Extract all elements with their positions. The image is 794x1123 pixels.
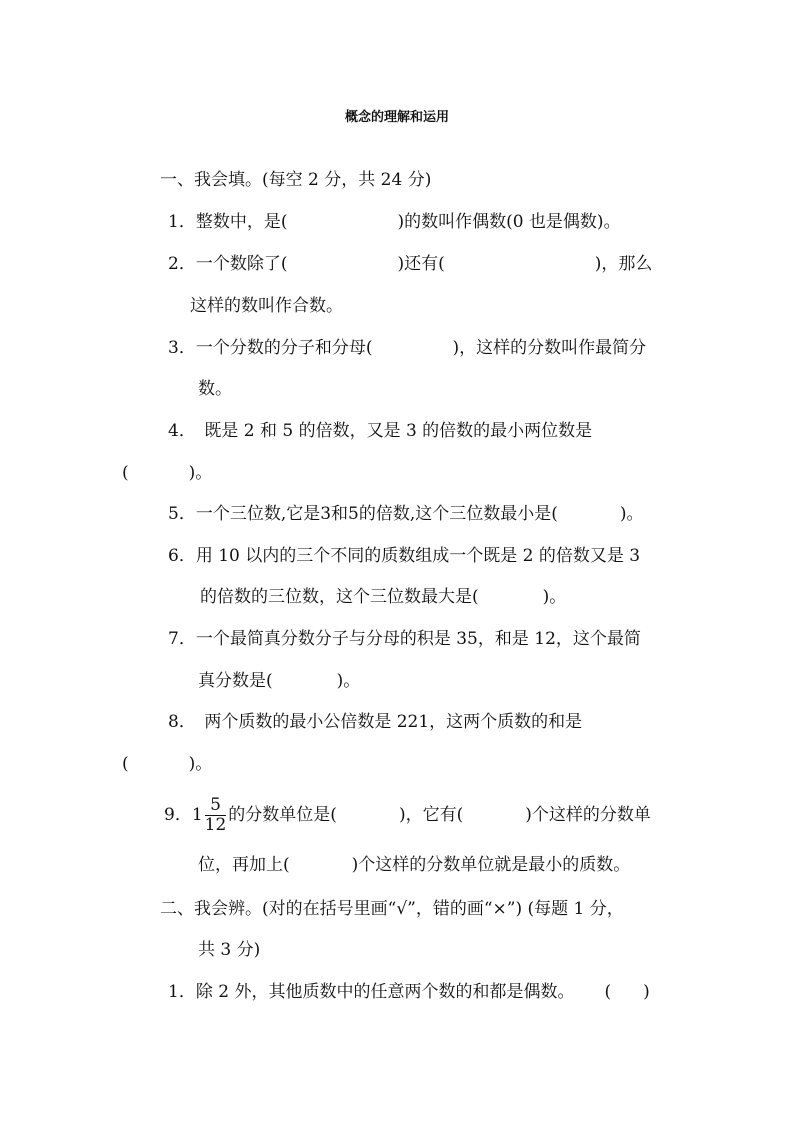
q9-text-e: )个这样的分数单位就是最小的质数。	[351, 855, 631, 875]
q9-number: 9．	[164, 805, 192, 825]
section-1-heading: 一、我会填。(每空 2 分，共 24 分)	[160, 170, 432, 190]
q7-text-b: 真分数是(	[198, 671, 273, 691]
question-1-8-answer-line	[122, 752, 212, 776]
page-title: 概念的理解和运用	[344, 110, 449, 125]
q9-text-a: 的分数单位是(	[228, 805, 337, 825]
q8-text-a: 8． 两个质数的最小公倍数是 221，这两个质数的和是	[168, 712, 583, 732]
question-2-1	[168, 980, 650, 1004]
question-1-9-line-2	[198, 853, 630, 877]
q9-text-d: 位，再加上(	[198, 855, 290, 875]
question-1-7-answer-line	[198, 669, 360, 693]
q6-text-b: 的倍数的三位数，这个三位数最大是(	[200, 587, 479, 607]
q5-text-a: 5．一个三位数,它是3和5的倍数,这个三位数最小是(	[168, 504, 558, 524]
question-1-2	[168, 252, 652, 276]
q5-text-b: )。	[619, 504, 644, 524]
s2q1-paren-close: )	[643, 982, 650, 1002]
question-1-5	[168, 502, 644, 526]
fraction-numerator: 5	[205, 796, 227, 816]
q8-text-c: )。	[188, 754, 213, 774]
question-1-4-answer-line	[122, 461, 212, 485]
section-2-heading: 二、我会辨。(对的在括号里画“√”，错的画“×”) (每题 1 分，	[160, 899, 624, 919]
q1-text-a: 1．整数中，是(	[168, 212, 288, 232]
section-2-heading-cont: 共 3 分)	[198, 940, 261, 960]
s2q1-paren-open: (	[604, 982, 612, 1002]
q2-text-d: 这样的数叫作合数。	[190, 296, 343, 316]
mixed-fraction	[205, 796, 227, 835]
question-1-3	[168, 336, 646, 360]
q4-text-c: )。	[188, 463, 213, 483]
q4-text-b: (	[122, 463, 129, 483]
q4-text-a: 4． 既是 2 和 5 的倍数，又是 3 的倍数的最小两位数是	[168, 421, 593, 441]
question-1-1	[168, 210, 621, 234]
q9-text-c: )个这样的分数单	[525, 805, 651, 825]
q9-whole: 1	[191, 805, 203, 825]
q7-text-a: 7．一个最简真分数分子与分母的积是 35，和是 12，这个最简	[168, 629, 641, 649]
q6-text-c: )。	[542, 587, 567, 607]
q8-text-b: (	[122, 754, 129, 774]
q1-text-b: )的数叫作偶数(0 也是偶数)。	[397, 212, 621, 232]
q9-text-b: )，它有(	[398, 805, 464, 825]
q7-text-c: )。	[336, 671, 361, 691]
q3-text-b: )，这样的分数叫作最简分	[452, 338, 647, 358]
question-1-9	[164, 795, 651, 835]
question-1-6-answer-line	[200, 585, 566, 609]
q3-text-c: 数。	[198, 379, 232, 399]
s2q1-text-a: 1．除 2 外，其他质数中的任意两个数的和都是偶数。	[168, 982, 575, 1002]
fraction-denominator: 12	[204, 815, 227, 835]
q2-text-c: )，那么	[594, 254, 653, 274]
q6-text-a: 6．用 10 以内的三个不同的质数组成一个既是 2 的倍数又是 3	[168, 546, 641, 566]
q3-text-a: 3．一个分数的分子和分母(	[168, 338, 373, 358]
q2-text-b: )还有(	[397, 254, 445, 274]
q2-text-a: 2．一个数除了(	[168, 254, 288, 274]
